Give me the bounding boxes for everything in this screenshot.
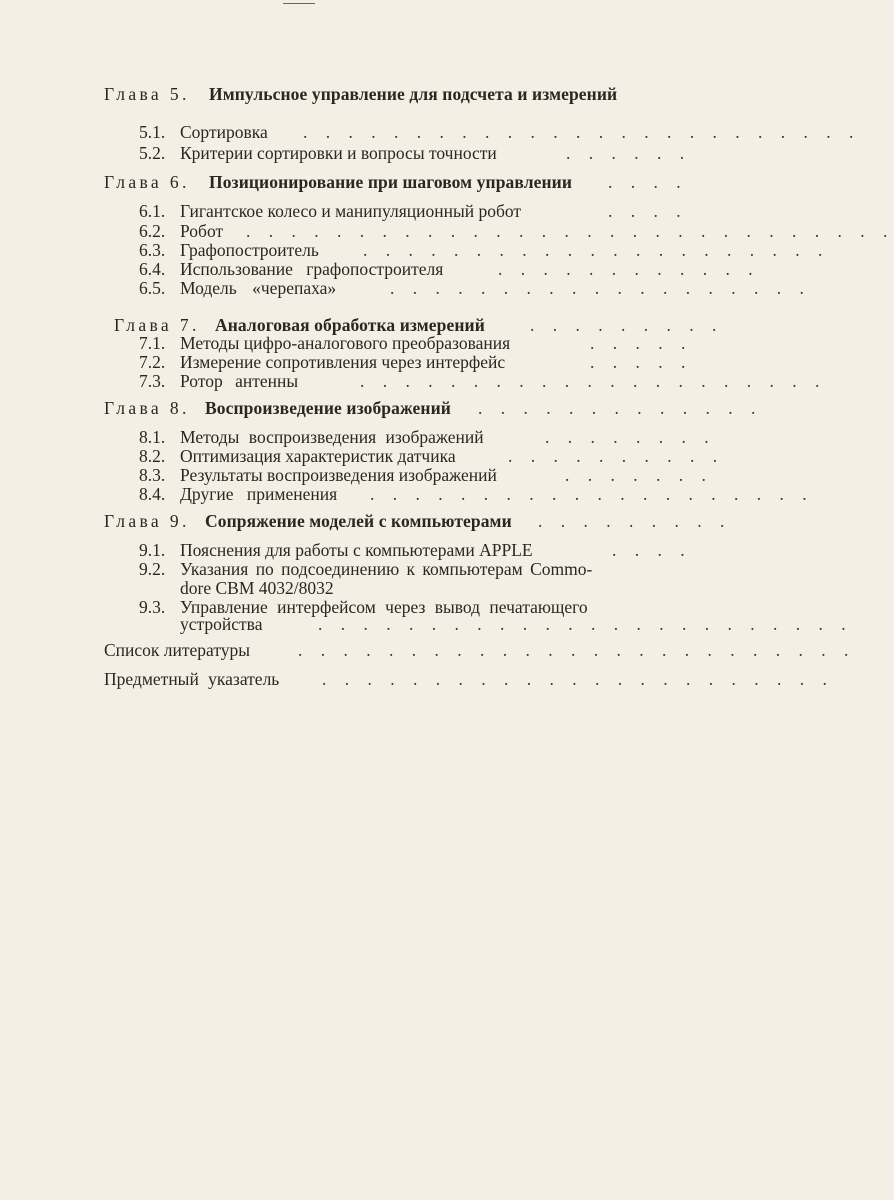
leader-dots: . . . . . bbox=[590, 333, 693, 353]
leader-dots: . . . . . . . . . . . . . . . . . . . bbox=[390, 278, 811, 298]
leader-dots: . . . . . . . . . . . . . . . . . . . . . . . . . . . . . bbox=[246, 221, 894, 241]
section-number: 7.2. bbox=[139, 352, 166, 372]
leader-dots: . . . . . . . bbox=[565, 465, 713, 485]
leader-dots: . . . . . . . . . . . . . . . . . . . . . bbox=[360, 371, 827, 391]
leader-dots: . . . . . . . . . . . . . . . . . . . . . . . . . bbox=[303, 122, 861, 142]
section-number: 8.3. bbox=[139, 465, 166, 485]
section-number: 6.2. bbox=[139, 221, 166, 241]
chapter-9-title: Сопряжение моделей с компьютерами bbox=[205, 511, 512, 531]
leader-dots: . . . . bbox=[608, 172, 688, 192]
section-number: 5.2. bbox=[139, 143, 166, 163]
section-title: Методы воспроизведения изображений bbox=[180, 427, 484, 447]
leader-dots: . . . . . . bbox=[566, 143, 692, 163]
chapter-6-prefix: Глава 6. bbox=[104, 172, 190, 192]
chapter-9-prefix: Глава 9. bbox=[104, 511, 190, 531]
section-number: 9.1. bbox=[139, 540, 166, 560]
section-title: Робот bbox=[180, 221, 224, 241]
section-title-continuation: dore CBM 4032/8032 bbox=[180, 578, 334, 598]
chapter-8-prefix: Глава 8. bbox=[104, 398, 190, 418]
leader-dots: . . . . . . . . . . . . . . . . . . . . bbox=[370, 484, 814, 504]
chapter-7-prefix: Глава 7. bbox=[114, 315, 200, 335]
section-title: Методы цифро-аналогового преобразования bbox=[180, 333, 511, 353]
section-title: Сортировка bbox=[180, 122, 268, 142]
chapter-7-title: Аналоговая обработка измерений bbox=[215, 315, 485, 335]
section-title: Критерии сортировки и вопросы точности bbox=[180, 143, 497, 163]
chapter-6-title: Позиционирование при шаговом управлении bbox=[209, 172, 573, 192]
chapter-8-title: Воспроизведение изображений bbox=[205, 398, 451, 418]
section-title: Модель «черепаха» bbox=[180, 278, 337, 298]
leader-dots: . . . . . . . . . bbox=[538, 511, 732, 531]
section-number: 7.3. bbox=[139, 371, 166, 391]
section-number: 8.2. bbox=[139, 446, 166, 466]
section-number: 9.3. bbox=[139, 597, 166, 617]
leader-dots: . . . . . . . . bbox=[545, 427, 716, 447]
section-number: 7.1. bbox=[139, 333, 166, 353]
section-title: Использование графопостроителя bbox=[180, 259, 444, 279]
leader-dots: . . . . . . . . . . . . . . . . . . . . . . . bbox=[322, 669, 834, 689]
section-title: Пояснения для работы с компьютерами APPLE bbox=[180, 540, 533, 560]
leader-dots: . . . . . . . . . . bbox=[508, 446, 725, 466]
section-number: 6.4. bbox=[139, 259, 166, 279]
leader-dots: . . . . . . . . . . . . bbox=[498, 259, 760, 279]
section-number: 6.5. bbox=[139, 278, 166, 298]
section-number: 6.1. bbox=[139, 201, 166, 221]
section-title: Ротор антенны bbox=[180, 371, 299, 391]
section-title: Графопостроитель bbox=[180, 240, 319, 260]
leader-dots: . . . . bbox=[608, 201, 688, 221]
leader-dots: . . . . . . . . . . . . . . . . . . . . . . . . bbox=[318, 614, 853, 634]
entry-title: Список литературы bbox=[104, 640, 251, 660]
section-number: 9.2. bbox=[139, 559, 166, 579]
section-title-continuation: устройства bbox=[180, 614, 263, 634]
section-title: Управление интерфейсом через вывод печатающего bbox=[180, 597, 588, 617]
leader-dots: . . . . . . . . . . . . . bbox=[478, 398, 763, 418]
section-number: 8.4. bbox=[139, 484, 166, 504]
chapter-5-prefix: Глава 5. bbox=[104, 84, 190, 104]
leader-dots: . . . . bbox=[612, 540, 692, 560]
section-title: Измерение сопротивления через интерфейс bbox=[180, 352, 506, 372]
leader-dots: . . . . . . . . . . . . . . . . . . . . . bbox=[363, 240, 830, 260]
section-title: Гигантское колесо и манипуляционный робот bbox=[180, 201, 522, 221]
chapter-5-title: Импульсное управление для подсчета и измерений bbox=[209, 84, 618, 104]
section-title: Оптимизация характеристик датчика bbox=[180, 446, 456, 466]
section-number: 8.1. bbox=[139, 427, 166, 447]
section-title: Результаты воспроизведения изображений bbox=[180, 465, 497, 485]
entry-title: Предметный указатель bbox=[104, 669, 280, 689]
leader-dots: . . . . . bbox=[590, 352, 693, 372]
section-number: 5.1. bbox=[139, 122, 166, 142]
section-title: Другие применения bbox=[180, 484, 338, 504]
section-number: 6.3. bbox=[139, 240, 166, 260]
leader-dots: . . . . . . . . . bbox=[530, 315, 724, 335]
section-title: Указания по подсоединению к компьютерам Commo- bbox=[180, 559, 593, 579]
leader-dots: . . . . . . . . . . . . . . . . . . . . . . . . . bbox=[298, 640, 856, 660]
